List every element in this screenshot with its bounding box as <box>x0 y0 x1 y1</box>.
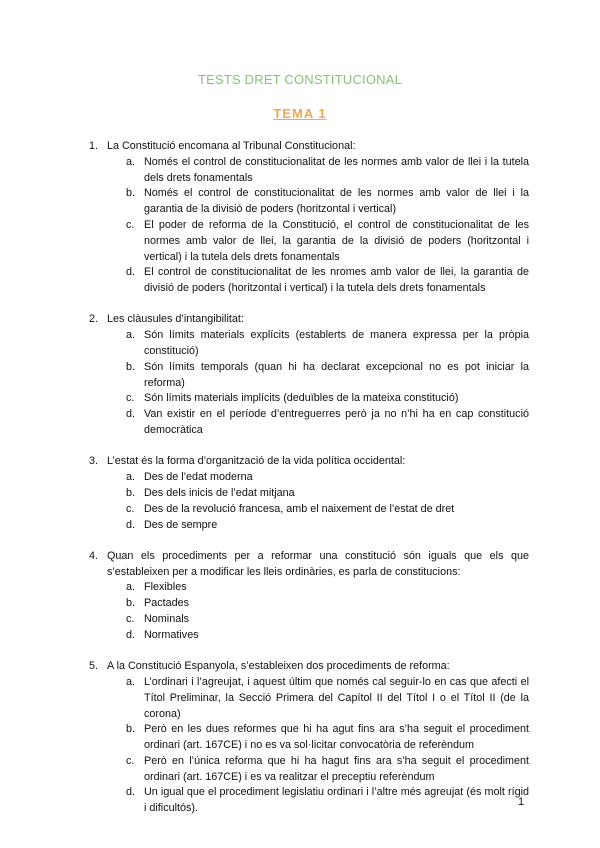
option-letter: d. <box>126 628 136 641</box>
answer-option <box>89 218 529 265</box>
answer-option <box>89 596 529 612</box>
option-text: El control de constitucionalitat de les nromes amb valor de llei, la garantia de divisió de poders (horitzontal i vertical) i la tutela dels drets fonamentals <box>144 266 529 295</box>
option-text: El poder de reforma de la Constitució, el control de constitucionalitat de les normes amb valor de llei, la garantia de la divisió de poders (horitzontal i vertical) i la tutela dels drets fonamentals <box>144 218 529 263</box>
answer-option <box>89 628 529 644</box>
answer-option <box>89 265 529 297</box>
question-text: La Constitució encomana al Tribunal Constitucional: <box>107 140 356 152</box>
option-text: Normatives <box>144 628 199 641</box>
option-text: Però en les dues reformes que hi ha agut fins ara s’ha seguit el procediment ordinari (art. 167CE) i no es va sol·licitar convocatòria de referèndum <box>144 723 529 752</box>
option-text: L’ordinari i l’agreujat, i aquest últim que només cal seguir-lo en cas que afecti el Títol Preliminar, la Secció Primera del Capítol II del Títol I o el Títol II (de la corona) <box>144 675 529 720</box>
answer-option <box>89 186 529 218</box>
answer-option <box>89 155 529 187</box>
answer-option <box>89 360 529 392</box>
option-text: Són límits materials implícits (deduïbles de la mateixa constitució) <box>144 392 459 405</box>
option-letter: c. <box>126 218 135 231</box>
option-letter: c. <box>126 392 135 405</box>
question-number: 3. <box>89 455 99 468</box>
answer-option <box>89 486 529 502</box>
option-text: Flexibles <box>144 581 187 594</box>
question-number: 4. <box>89 549 99 562</box>
answer-option <box>89 675 529 722</box>
answer-option <box>89 407 529 439</box>
option-letter: d. <box>126 786 136 799</box>
option-text: Un igual que el procediment legislatiu ordinari i l’altre més agreujat (és molt rígid i dificultós). <box>144 786 529 815</box>
option-letter: a. <box>126 471 136 484</box>
question-3 <box>89 454 529 533</box>
option-letter: a. <box>126 155 136 168</box>
question-number: 2. <box>89 313 99 326</box>
option-letter: c. <box>126 613 135 626</box>
answer-option <box>89 754 529 786</box>
option-letter: b. <box>126 486 136 499</box>
question-text: A la Constitució Espanyola, s’estableixen dos procediments de reforma: <box>107 660 450 673</box>
answer-option <box>89 518 529 534</box>
question-list <box>89 139 529 833</box>
answer-option <box>89 470 529 486</box>
section-heading: TEMA 1 <box>273 106 327 121</box>
option-letter: d. <box>126 518 136 531</box>
option-text: Nominals <box>144 613 190 626</box>
option-letter: c. <box>126 502 135 515</box>
question-text: Les clàusules d’intangibilitat: <box>107 313 244 326</box>
option-text: Des de la revolució francesa, amb el naixement de l’estat de dret <box>144 502 455 515</box>
answer-option <box>89 391 529 407</box>
answer-option <box>89 580 529 596</box>
answer-option <box>89 612 529 628</box>
answer-option <box>89 785 529 817</box>
option-letter: d. <box>126 408 136 421</box>
option-text: Des de sempre <box>144 518 218 531</box>
option-letter: b. <box>126 723 136 736</box>
answer-options <box>89 328 529 439</box>
answer-options <box>89 580 529 643</box>
option-letter: b. <box>126 360 136 373</box>
option-text: Són límits materials explícits (establerts de manera expressa per la pròpia constitució) <box>144 329 529 358</box>
question-text: Quan els procediments per a reformar una constitució són iguals que els que s’estableixen per a modificar les lleis ordinàries, es parla de constitucions: <box>107 549 529 578</box>
option-text: Són límits temporals (quan hi ha declarat excepcional no es pot iniciar la reforma) <box>144 360 529 389</box>
answer-options <box>89 675 529 817</box>
option-letter: a. <box>126 675 136 688</box>
option-text: Van existir en el període d’entreguerres però ja no n’hi ha en cap constitució democràtica <box>144 408 529 437</box>
answer-option <box>89 502 529 518</box>
question-5 <box>89 659 529 817</box>
answer-option <box>89 722 529 754</box>
option-text: Només el control de constitucionalitat de les normes amb valor de llei i la tutela dels drets fonamentals <box>144 155 529 184</box>
question-2 <box>89 312 529 438</box>
answer-options <box>89 155 529 297</box>
option-letter: b. <box>126 597 136 610</box>
question-number: 1. <box>89 140 99 152</box>
question-text: L’estat és la forma d’organització de la vida política occidental: <box>107 455 406 468</box>
option-letter: a. <box>126 581 136 594</box>
option-letter: a. <box>126 329 136 342</box>
answer-options <box>89 470 529 533</box>
option-text: Pactades <box>144 597 190 610</box>
document-title: TESTS DRET CONSTITUCIONAL <box>197 72 403 87</box>
answer-option <box>89 328 529 360</box>
question-1 <box>89 139 529 297</box>
option-text: Des dels inicis de l’edat mitjana <box>144 486 295 499</box>
option-text: Des de l’edat moderna <box>144 471 253 484</box>
option-letter: b. <box>126 187 136 200</box>
option-text: Només el control de constitucionalitat de les normes amb valor de llei i la garantia de la divisió de poders (horitzontal i vertical) <box>144 187 529 216</box>
page-number: 1 <box>518 796 525 808</box>
question-4 <box>89 549 529 644</box>
option-text: Però en l’única reforma que hi ha hagut fins ara s’ha seguit el procediment ordinari (art. 167CE) i es va realitzar el preceptiu referèndum <box>144 754 529 783</box>
question-number: 5. <box>89 660 99 673</box>
option-letter: c. <box>126 754 135 767</box>
option-letter: d. <box>126 266 136 279</box>
